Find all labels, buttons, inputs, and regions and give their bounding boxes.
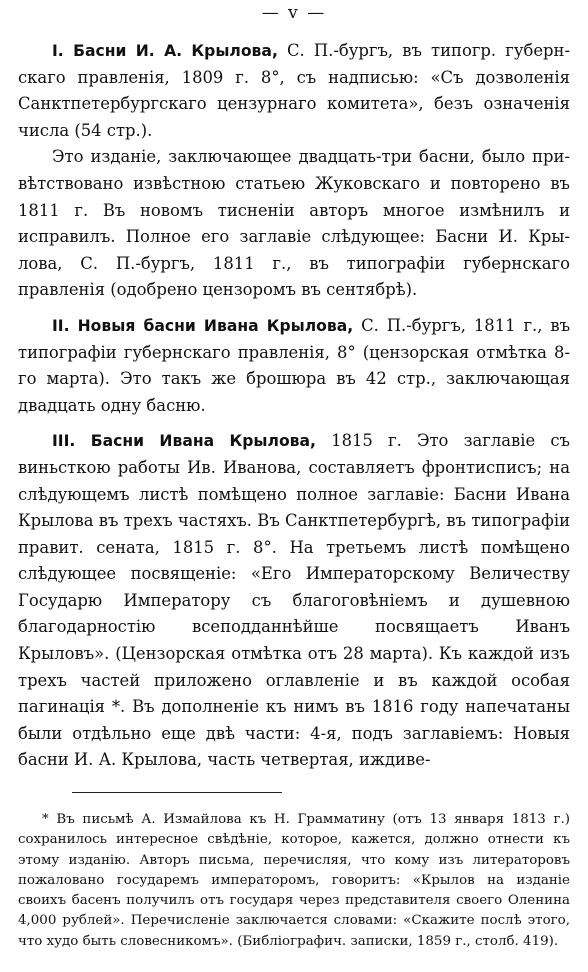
entry-heading: I. Басни И. А. Крылова,: [52, 42, 278, 60]
entry-text: С. П.-бургъ, въ типогр. губернскаго правленія, 1809 г. 8°, съ надписью: «Съ дозволенія Санктпетербургскаго цензурнаго комитета», безъ означенія числа (54 стр.).: [18, 41, 571, 140]
entry-paragraph: [18, 38, 570, 144]
footnote-text: * Въ письмѣ А. Измайлова къ Н. Грамматину (отъ 13 января 1813 г.) сохранилось интересное свѣдѣніе, которое, кажется, должно отнести къ этому изданію. Авторъ письма, перечисляя, что кому изъ литераторовъ пожаловано государемъ императоромъ, говоритъ: «Крылов на изданіе своихъ басенъ получилъ отъ государя через представителя своего Оленина 4,000 рублей». Перечисленіе заключается словами: «Скажите послѣ этого, что худо быть словесникомъ». (Библіографич. записки, 1859 г., столб. 419).: [18, 812, 570, 949]
footnote-divider: [72, 792, 282, 793]
bibliography-entry-2: [18, 313, 570, 419]
entry-continuation: Это изданіе, заключающее двадцать-три басни, было привѣтствовано извѣстною статьею Жуковскаго и повторено въ 1811 г. Въ новомъ тисненіи авторъ многое измѣнилъ и исправилъ. Полное его заглавіе слѣдующее: Басни И. Крылова, С. П.-бургъ, 1811 г., въ типографіи губернскаго правленія (одобрено цензоромъ въ сентябрѣ).: [18, 147, 570, 300]
footnote: [18, 810, 570, 952]
bibliography-entry-3: [18, 428, 570, 774]
main-text: [18, 38, 570, 774]
page-number: — v —: [261, 3, 327, 23]
entry-heading: III. Басни Ивана Крылова,: [52, 432, 316, 451]
entry-text: С. П.-бургъ, 1811 г., въ типографіи губернскаго правленія, 8° (цензорская отмѣтка 8-го марта). Это такъ же брошюра въ 42 стр., заключающая двадцать одну басню.: [18, 315, 570, 415]
bibliography-entry-1: [18, 38, 570, 304]
entry-text: 1815 г. Это заглавіе съ виньсткою работы Ив. Иванова, составляетъ фронтисписъ; на слѣдующемъ листѣ помѣщено полное заглавіе: Басни Ивана Крылова въ трехъ частяхъ. Въ Санктпетербургѣ, въ типографіи правит. сената, 1815 г. 8°. На третьемъ листѣ помѣщено слѣдующее посвященіе: «Его Императорскому Величеству Государю Императору съ благоговѣніемъ и душевною благодарностію всеподданнѣйше посвящаетъ Иванъ Крыловъ». (Цензорская отмѣтка отъ 28 марта). Къ каждой изъ трехъ частей приложено оглавленіе и въ каждой особая пагинація *. Въ дополненіе къ нимъ въ 1816 году напечатаны были отдѣльно еще двѣ части: 4-я, подъ заглавіемъ: Новыя басни И. А. Крылова, часть четвертая, иждиве-: [18, 431, 570, 770]
entry-heading: II. Новыя басни Ивана Крылова,: [52, 316, 354, 335]
entry-paragraph: [18, 313, 570, 419]
entry-paragraph: [18, 428, 570, 774]
